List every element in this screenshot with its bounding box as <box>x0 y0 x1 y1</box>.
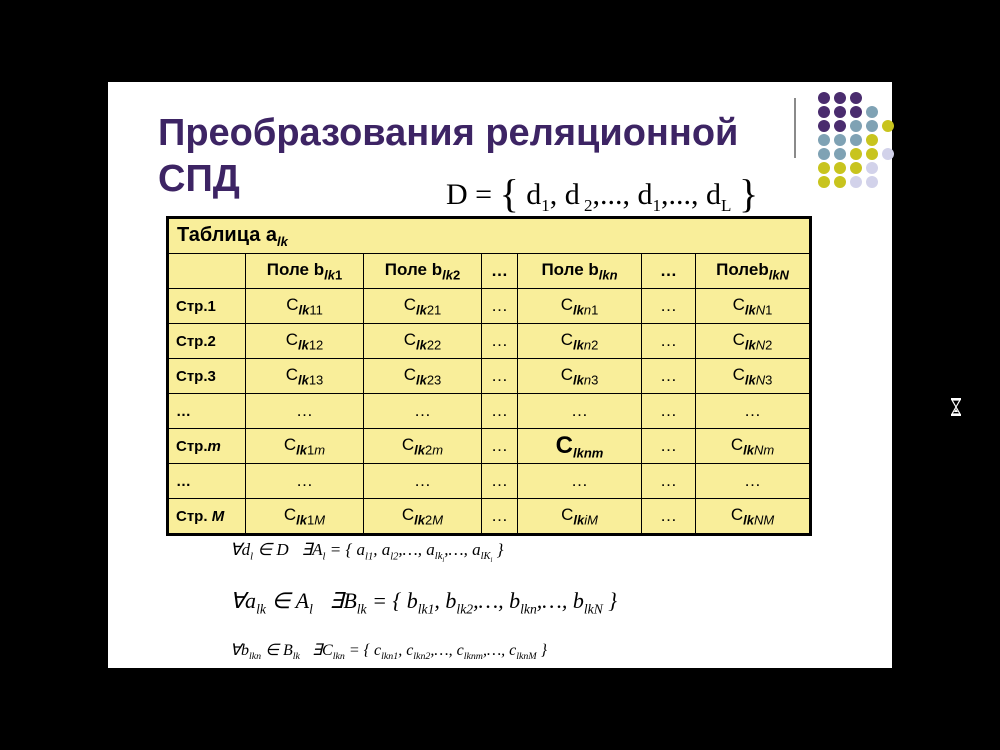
table-cell: … <box>642 359 696 394</box>
formula-2: $\forall a_{lk}$ ∈ $A_l$ $\exists B_{lk}$ = { $b_{lk1}$, $b_{lk2},\dots$, $b_{lkn},\dots$, $b_{lkN}$ } <box>230 588 618 617</box>
table-cell: $C_{lk1m}$ <box>246 429 364 464</box>
dot <box>850 120 862 132</box>
row-label: Стр.3 <box>168 359 246 394</box>
table-cell: … <box>246 464 364 499</box>
header-cell: … <box>482 254 518 289</box>
table-row <box>168 289 811 324</box>
dot <box>818 92 830 104</box>
table-cell: $C_{lk11}$ <box>246 289 364 324</box>
dot <box>818 120 830 132</box>
dot <box>850 92 862 104</box>
dot <box>834 106 846 118</box>
table-cell: … <box>696 394 811 429</box>
table-cell: … <box>482 359 518 394</box>
table-cell: $C_{lk2M}$ <box>364 499 482 535</box>
table-row <box>168 464 811 499</box>
dot <box>866 148 878 160</box>
table-cell: $C_{lkn2}$ <box>518 324 642 359</box>
table-cell: $C_{lkn1}$ <box>518 289 642 324</box>
dot <box>866 162 878 174</box>
table-cell: $C_{lk21}$ <box>364 289 482 324</box>
row-label: Стр.1 <box>168 289 246 324</box>
table-row <box>168 324 811 359</box>
table-row <box>168 359 811 394</box>
table-cell: … <box>482 464 518 499</box>
formula-3: $\forall b_{lkn}$ ∈ $B_{lk}$ $\exists C_{lkn}$ = { $c_{lkn1}$, $c_{lkn2},\dots$, $c_{lknm},\dots$, $c_{lknM}$ } <box>230 642 548 663</box>
dot <box>866 106 878 118</box>
header-cell: … <box>642 254 696 289</box>
dot <box>834 120 846 132</box>
table-cell: $C_{lk22}$ <box>364 324 482 359</box>
dot <box>818 148 830 160</box>
dot <box>818 106 830 118</box>
dot <box>866 134 878 146</box>
dot <box>834 92 846 104</box>
dot <box>818 162 830 174</box>
dot-grid-decoration <box>806 92 890 204</box>
table-cell: … <box>518 464 642 499</box>
dot <box>834 148 846 160</box>
data-table <box>166 216 812 536</box>
table-cell: … <box>642 324 696 359</box>
table-cell: $C_{lkiM}$ <box>518 499 642 535</box>
header-cell: Поле $b_{lk2}$ <box>364 254 482 289</box>
table-cell: … <box>482 324 518 359</box>
row-label: Стр.2 <box>168 324 246 359</box>
table-cell: $C_{lkn3}$ <box>518 359 642 394</box>
formula-1: $\forall d_l$ ∈ D $\exists A_l$ = { $a_{l1}$, $a_{l2},\dots$, $a_{lk_l},\dots$, $a_{lK_l}$ } <box>230 540 504 565</box>
dot <box>850 106 862 118</box>
table-cell: … <box>482 394 518 429</box>
slide <box>108 82 892 668</box>
dot <box>834 134 846 146</box>
table-cell: $C_{lk12}$ <box>246 324 364 359</box>
header-cell <box>168 254 246 289</box>
table-cell: … <box>364 394 482 429</box>
dot <box>882 120 894 132</box>
row-label: … <box>168 394 246 429</box>
table-cell: … <box>482 289 518 324</box>
table-cell: … <box>482 499 518 535</box>
table-cell: $C_{lkNM}$ <box>696 499 811 535</box>
row-label: … <box>168 464 246 499</box>
header-cell: Поле $b_{lk1}$ <box>246 254 364 289</box>
table-cell: $C_{lkN2}$ <box>696 324 811 359</box>
table-cell: $C_{lkN3}$ <box>696 359 811 394</box>
table-cell: … <box>642 394 696 429</box>
dot <box>850 134 862 146</box>
table-cell-highlight: $C_{lknm}$ <box>518 429 642 464</box>
divider-line <box>794 98 796 158</box>
dot <box>818 134 830 146</box>
table-cell: … <box>518 394 642 429</box>
table-cell: $C_{lk1M}$ <box>246 499 364 535</box>
set-formula: D = { $d_1$, d $_2$,..., $d_1$,..., $d_L$ } <box>446 171 759 216</box>
table-row <box>168 429 811 464</box>
table-cell: … <box>642 429 696 464</box>
title-line-1: Преобразования реляционной <box>158 112 739 154</box>
dot <box>818 176 830 188</box>
table-cell: … <box>696 464 811 499</box>
hourglass-icon <box>951 398 961 416</box>
table-header-row <box>168 254 811 289</box>
dot <box>834 176 846 188</box>
table-cell: … <box>364 464 482 499</box>
dot <box>850 148 862 160</box>
table-cell: … <box>642 499 696 535</box>
header-cell: Полеb$_{lkN}$ <box>696 254 811 289</box>
table-cell: $C_{lk2m}$ <box>364 429 482 464</box>
table-cell: … <box>642 289 696 324</box>
table-row <box>168 499 811 535</box>
dot <box>850 176 862 188</box>
row-label: Стр.m <box>168 429 246 464</box>
table-cell: … <box>482 429 518 464</box>
table-cell: $C_{lkNm}$ <box>696 429 811 464</box>
title-line-2: СПД <box>158 158 240 200</box>
dot <box>866 120 878 132</box>
table-cell: $C_{lk23}$ <box>364 359 482 394</box>
dot <box>866 176 878 188</box>
table-caption: Таблица $a_{lk}$ <box>168 218 811 254</box>
table-cell: $C_{lk13}$ <box>246 359 364 394</box>
dot <box>834 162 846 174</box>
table-cell: … <box>246 394 364 429</box>
dot <box>850 162 862 174</box>
table-caption-row <box>168 218 811 254</box>
dot <box>882 148 894 160</box>
table-row <box>168 394 811 429</box>
table-cell: … <box>642 464 696 499</box>
header-cell: Поле $b_{lkn}$ <box>518 254 642 289</box>
row-label: Стр. M <box>168 499 246 535</box>
table-cell: $C_{lkN1}$ <box>696 289 811 324</box>
